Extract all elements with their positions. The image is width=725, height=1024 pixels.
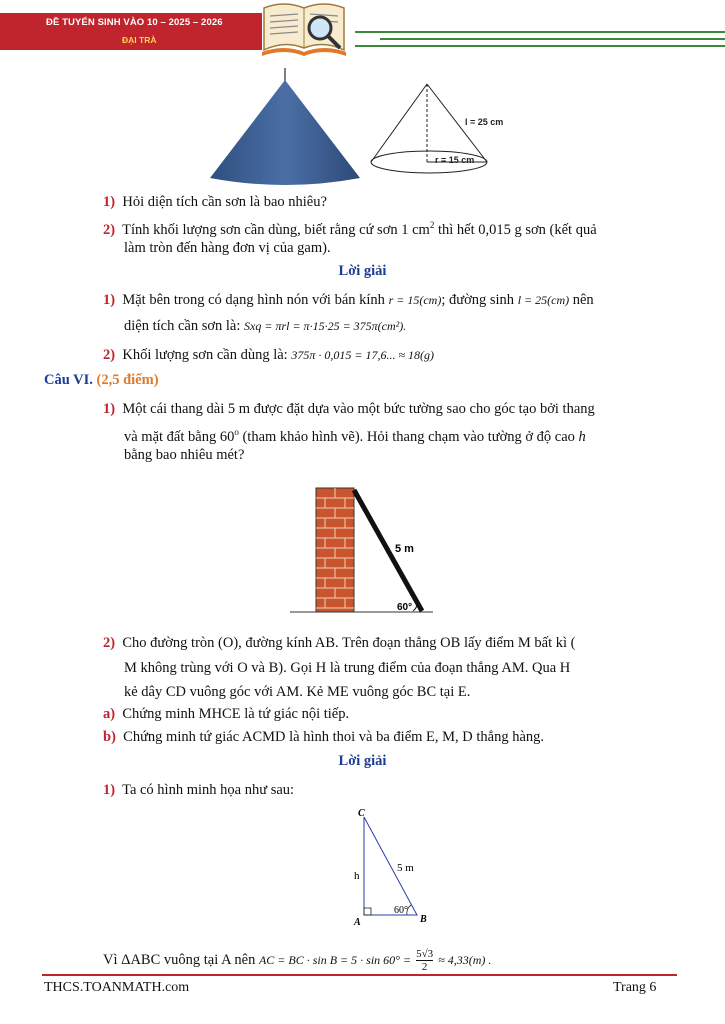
question-continuation: làm tròn đến hàng đơn vị của gam). (124, 240, 331, 256)
solution-item: 2) Khối lượng sơn cần dùng là: 375π · 0,015 = 17,6... ≈ 18(g) (103, 347, 435, 363)
question-item: 2) Tính khối lượng sơn cần dùng, biết rằng cứ sơn 1 $cm^2$ thì hết 0,015 g sơn (kết quả (103, 220, 597, 238)
solution-item: 1) Mặt bên trong có dạng hình nón với bán kính r = 15(cm); đường sinh l = 25(cm) nên (103, 292, 594, 308)
ladder-wall-figure (285, 484, 435, 616)
header-rule (380, 38, 725, 40)
question-continuation: M không trùng với O và B). Gọi H là trung điểm của đoạn thẳng AM. Qua H (124, 660, 571, 676)
angle-label: 60° (394, 905, 408, 916)
lampshade-figure (205, 68, 365, 188)
book-magnifier-icon (258, 0, 350, 58)
final-formula: Vì ΔABC vuông tại A nên AC = BC · sin B = 5 · sin 60° = $\frac{5√3}{2}$ ≈ 4,33(m) . (103, 948, 492, 973)
cone-diagram (365, 82, 515, 182)
vertex-c-label: C (358, 808, 365, 819)
footer-rule (42, 974, 677, 976)
question-continuation: bằng bao nhiêu mét? (124, 447, 245, 463)
question-item: a) Chứng minh MHCE là tứ giác nội tiếp. (103, 706, 350, 722)
triangle-figure (345, 804, 435, 928)
solution-heading: Lời giải (338, 263, 387, 279)
vertex-a-label: A (354, 917, 361, 928)
question-continuation: và mặt đất bằng 60$^o$ (tham khảo hình vẽ). Hỏi thang chạm vào tường ở độ cao h (124, 427, 586, 445)
ladder-angle-label: 60° (397, 602, 413, 613)
header-subtitle: ĐẠI TRÀ (122, 35, 157, 45)
solution-item: 1) Ta có hình minh họa như sau: (103, 782, 295, 798)
footer-site: THCS.TOANMATH.com (44, 980, 190, 995)
question-continuation: kẻ dây CD vuông góc với AM. Kẻ ME vuông góc BC tại E. (124, 684, 471, 700)
header-title: ĐỀ TUYỂN SINH VÀO 10 – 2025 – 2026 (46, 17, 223, 28)
header-rule (355, 45, 725, 47)
question-item: b) Chứng minh tứ giác ACMD là hình thoi và ba điểm E, M, D thẳng hàng. (103, 729, 545, 745)
header-rule (355, 31, 725, 33)
solution-heading: Lời giải (338, 753, 387, 769)
page-number: Trang 6 (613, 980, 657, 995)
radius-label: r = 15 cm (435, 155, 475, 165)
question-item: 1) Một cái thang dài 5 m được đặt dựa vào một bức tường sao cho góc tạo bởi thang (103, 401, 595, 417)
height-label: h (354, 870, 360, 882)
hypotenuse-label: 5 m (397, 862, 414, 874)
ladder-length-label: 5 m (395, 543, 414, 555)
solution-continuation: diện tích cần sơn là: Sxq = πrl = π·15·25 = 375π(cm²). (124, 318, 407, 334)
question-item: 1) Hỏi diện tích cần sơn là bao nhiêu? (103, 194, 327, 210)
question-heading: Câu VI. (2,5 điểm) (44, 372, 159, 388)
vertex-b-label: B (420, 914, 427, 925)
slant-height-label: l = 25 cm (465, 117, 504, 127)
question-item: 2) Cho đường tròn (O), đường kính AB. Trên đoạn thẳng OB lấy điểm M bất kì ( (103, 635, 576, 651)
